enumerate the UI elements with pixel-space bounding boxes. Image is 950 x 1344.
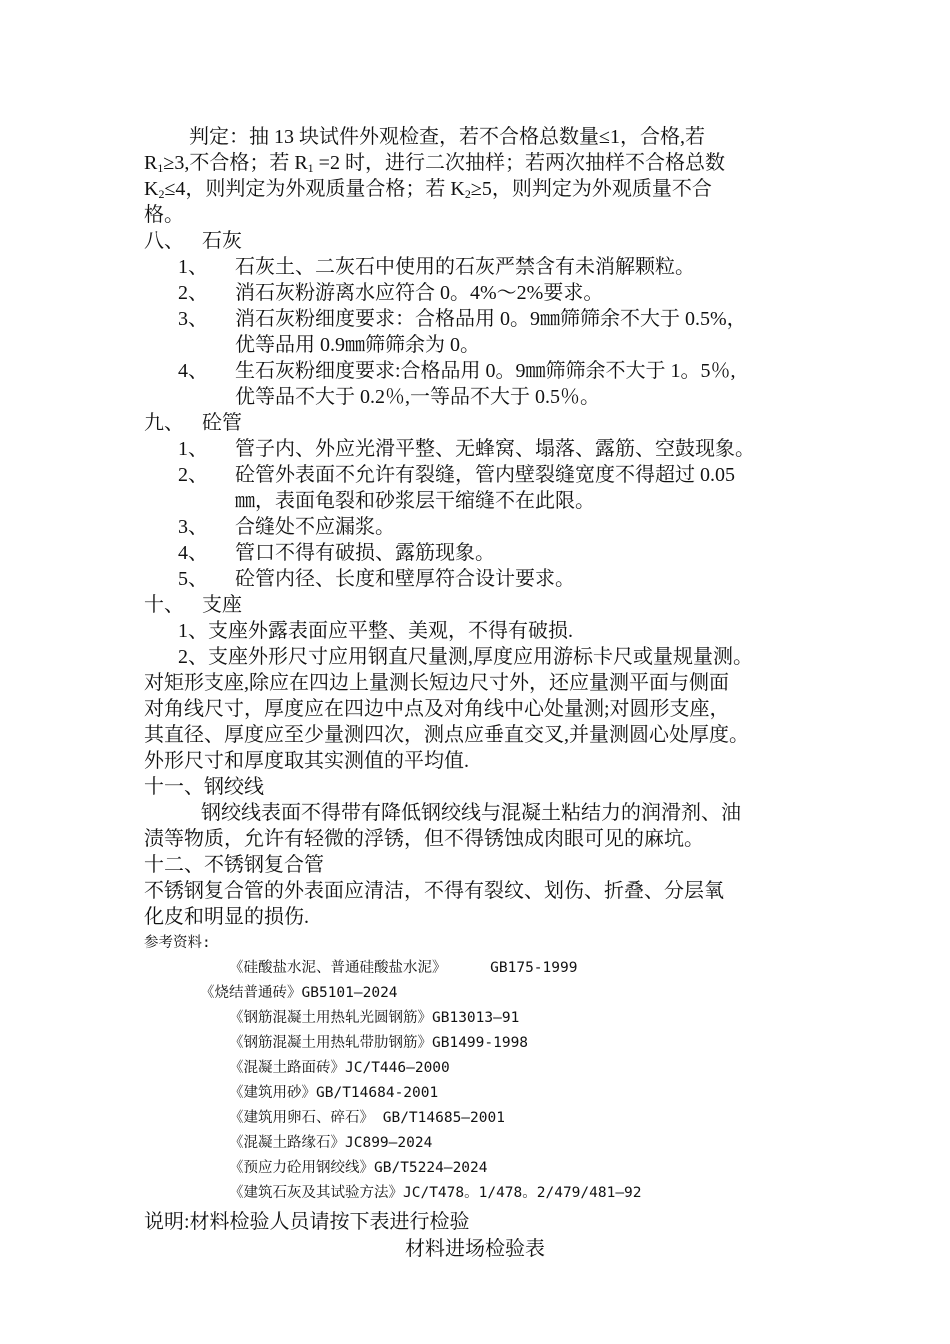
list-item: 3、 合缝处不应漏浆。	[178, 516, 395, 538]
inspection-note: 说明:材料检验人员请按下表进行检验	[144, 1211, 470, 1233]
reference-item: 《混凝土路面砖》JC/T446—2000	[229, 1060, 450, 1076]
list-item: 4、 生石灰粉细度要求:合格品用 0。9㎜筛筛余不大于 1。5％,	[178, 360, 736, 382]
section-heading-pipe: 九、 砼管	[144, 412, 242, 434]
list-item-continuation: 优等品不大于 0.2％,一等品不大于 0.5％。	[235, 386, 600, 408]
list-item: 2、 砼管外表面不允许有裂缝，管内壁裂缝宽度不得超过 0.05	[178, 464, 735, 486]
reference-item: 《烧结普通砖》GB5101—2024	[200, 985, 398, 1001]
support-paragraph-1: 1、支座外露表面应平整、美观，不得有破损.	[178, 620, 573, 642]
strand-paragraph-line: 渍等物质，允许有轻微的浮锈，但不得锈蚀成肉眼可见的麻坑。	[144, 828, 704, 850]
support-paragraph-2-line: 对角线尺寸，厚度应在四边中点及对角线中心处量测;对圆形支座，	[144, 698, 730, 720]
reference-item: 《硅酸盐水泥、普通硅酸盐水泥》 GB175-1999	[229, 960, 578, 976]
list-item: 1、 管子内、外应光滑平整、无蜂窝、塌落、露筋、空鼓现象。	[178, 438, 755, 460]
list-item: 1、 石灰土、二灰石中使用的石灰严禁含有未消解颗粒。	[178, 256, 695, 278]
support-paragraph-2-line: 2、支座外形尺寸应用钢直尺量测,厚度应用游标卡尺或量规量测。	[178, 646, 753, 668]
reference-item: 《混凝土路缘石》JC899—2024	[229, 1135, 433, 1151]
stainless-paragraph-line: 化皮和明显的损伤.	[144, 906, 309, 928]
list-item: 4、 管口不得有破损、露筋现象。	[178, 542, 495, 564]
support-paragraph-2-line: 对矩形支座,除应在四边上量测长短边尺寸外，还应量测平面与侧面	[144, 672, 729, 694]
judgement-line-2: $R_1\ge 3$,不合格；若 $R_1 =2$ 时，进行二次抽样；若两次抽样不合格总数	[144, 152, 725, 175]
stainless-paragraph-line: 不锈钢复合管的外表面应清洁，不得有裂纹、划伤、折叠、分层氧	[144, 880, 724, 902]
reference-item: 《建筑石灰及其试验方法》JC/T478。1/478。2/479/481—92	[229, 1185, 642, 1201]
support-paragraph-2-line: 外形尺寸和厚度取其实测值的平均值.	[144, 750, 469, 772]
reference-item: 《建筑用卵石、碎石》 GB/T14685—2001	[229, 1110, 505, 1126]
judgement-line-3: $K_2\le 4$，则判定为外观质量合格；若 $K_2\ge 5$，则判定为外观质量不合	[144, 178, 712, 201]
list-item: 5、 砼管内径、长度和壁厚符合设计要求。	[178, 568, 575, 590]
section-heading-strand: 十一、钢绞线	[144, 776, 264, 798]
references-label: 参考资料:	[144, 935, 211, 951]
section-heading-support: 十、 支座	[144, 594, 242, 616]
reference-item: 《钢筋混凝土用热轧带肋钢筋》GB1499-1998	[229, 1035, 529, 1051]
section-heading-lime: 八、 石灰	[144, 230, 242, 252]
list-item: 2、 消石灰粉游离水应符合 0。4%～2%要求。	[178, 282, 604, 304]
support-paragraph-2-line: 其直径、厚度应至少量测四次，测点应垂直交叉,并量测圆心处厚度。	[144, 724, 749, 746]
reference-item: 《预应力砼用钢绞线》GB/T5224—2024	[229, 1160, 488, 1176]
judgement-line-1: 判定：抽 13 块试件外观检查，若不合格总数量≤1，合格,若	[189, 126, 705, 148]
table-title: 材料进场检验表	[405, 1238, 545, 1260]
strand-paragraph-line: 钢绞线表面不得带有降低钢绞线与混凝土粘结力的润滑剂、油	[201, 802, 741, 824]
list-item-continuation: 优等品用 0.9㎜筛筛余为 0。	[235, 334, 480, 356]
judgement-line-4: 格。	[144, 204, 184, 226]
reference-item: 《建筑用砂》GB/T14684-2001	[229, 1085, 439, 1101]
reference-item: 《钢筋混凝土用热轧光圆钢筋》GB13013—91	[229, 1010, 520, 1026]
section-heading-stainless: 十二、不锈钢复合管	[144, 854, 324, 876]
list-item: 3、 消石灰粉细度要求：合格品用 0。9㎜筛筛余不大于 0.5%，	[178, 308, 747, 330]
list-item-continuation: ㎜，表面龟裂和砂浆层干缩缝不在此限。	[235, 490, 595, 512]
